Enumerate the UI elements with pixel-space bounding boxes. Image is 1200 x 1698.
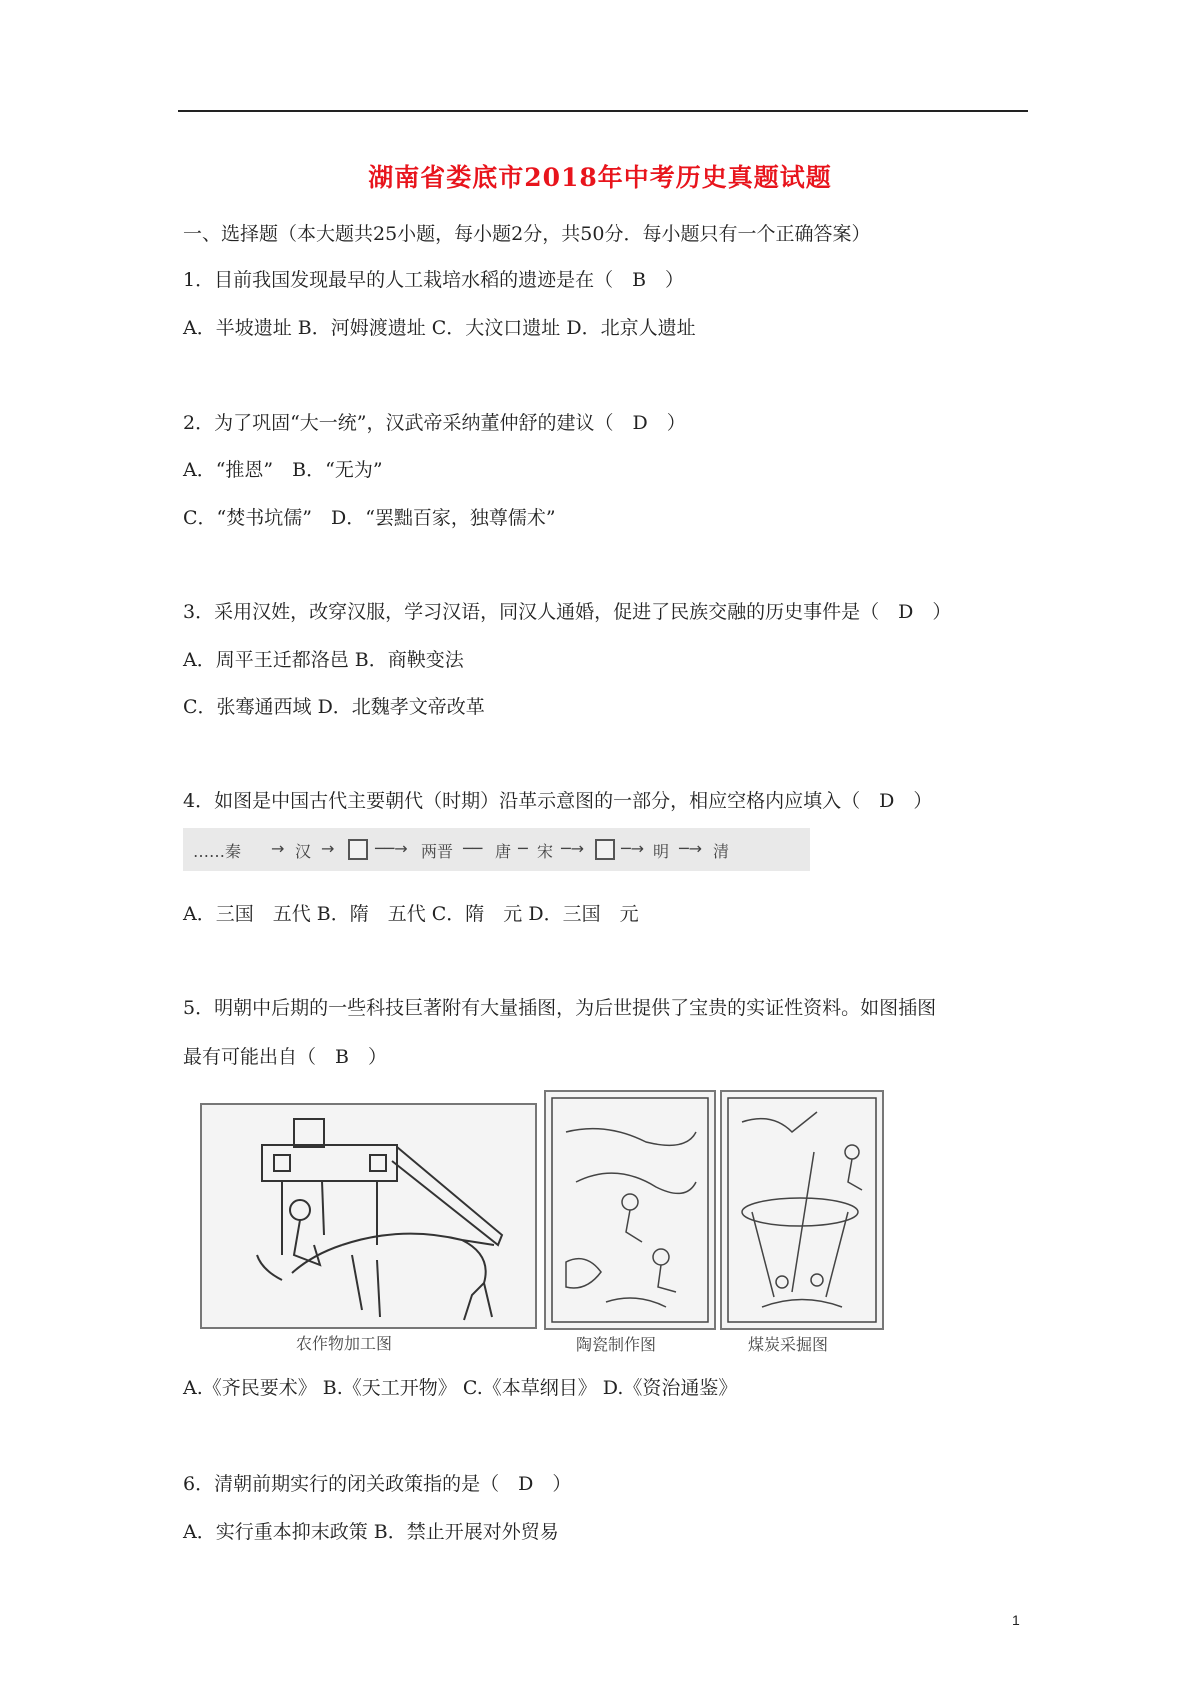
page-number: 1	[1012, 1612, 1020, 1628]
question-3-options-c-d: C．张骞通西域 D．北魏孝文帝改革	[183, 696, 485, 718]
section-heading: 一、选择题（本大题共25小题，每小题2分，共50分．每小题只有一个正确答案）	[183, 223, 871, 245]
question-3-stem: 3．采用汉姓，改穿汉服，学习汉语，同汉人通婚，促进了民族交融的历史事件是（ D ）	[183, 601, 952, 623]
header-rule	[178, 110, 1028, 112]
question-4-stem: 4．如图是中国古代主要朝代（时期）沿革示意图的一部分，相应空格内应填入（ D ）	[183, 790, 933, 812]
illustration-crop-processing	[200, 1103, 537, 1353]
question-3-options-a-b: A．周平王迁都洛邑 B．商鞅变法	[183, 649, 464, 671]
caption-pottery-making: 陶瓷制作图	[576, 1335, 657, 1354]
question-5-stem-line2: 最有可能出自（ B ）	[183, 1046, 387, 1068]
question-6-stem: 6．清朝前期实行的闭关政策指的是（ D ）	[183, 1473, 572, 1495]
question-6-options-a-b: A．实行重本抑末政策 B．禁止开展对外贸易	[183, 1521, 559, 1543]
page-title: 湖南省娄底市2018年中考历史真题试题	[368, 163, 832, 192]
timeline-han: 汉	[295, 842, 312, 861]
question-2-options-a-b: A．“推恩” B．“无为”	[183, 459, 383, 481]
timeline-ming: 明	[653, 842, 670, 861]
illustration-coal-mining	[720, 1090, 884, 1354]
question-5-stem-line1: 5．明朝中后期的一些科技巨著附有大量插图，为后世提供了宝贵的实证性资料。如图插图	[183, 997, 937, 1019]
timeline-tang: 唐	[495, 842, 512, 861]
timeline-blank-2	[595, 839, 615, 860]
illustration-pottery-making	[544, 1090, 716, 1354]
caption-crop-processing: 农作物加工图	[296, 1334, 393, 1353]
question-5-options: A.《齐民要术》 B.《天工开物》 C.《本草纲目》 D.《资治通鉴》	[183, 1377, 738, 1399]
question-2-stem: 2．为了巩固“大一统”，汉武帝采纳董仲舒的建议（ D ）	[183, 412, 686, 434]
timeline-qing: 清	[713, 842, 730, 861]
timeline-song: 宋	[537, 842, 554, 861]
timeline-liangjin: 两晋	[421, 842, 454, 861]
caption-coal-mining: 煤炭采掘图	[748, 1335, 829, 1354]
question-1-stem: 1．目前我国发现最早的人工栽培水稻的遗迹是在（ B ）	[183, 269, 685, 291]
dynasty-timeline-strip: ……秦 → 汉 → ──→ 两晋 ── 唐 ─ 宋 ─→ ─→ 明 ─→ 清	[183, 828, 810, 871]
question-1-options: A．半坡遗址 B．河姆渡遗址 C．大汶口遗址 D．北京人遗址	[183, 317, 696, 339]
question-4-options: A．三国 五代 B．隋 五代 C．隋 元 D．三国 元	[183, 903, 639, 925]
timeline-blank-1	[348, 839, 368, 860]
timeline-qin: ……秦	[193, 842, 242, 861]
question-2-options-c-d: C．“焚书坑儒” D．“罢黜百家，独尊儒术”	[183, 507, 556, 529]
